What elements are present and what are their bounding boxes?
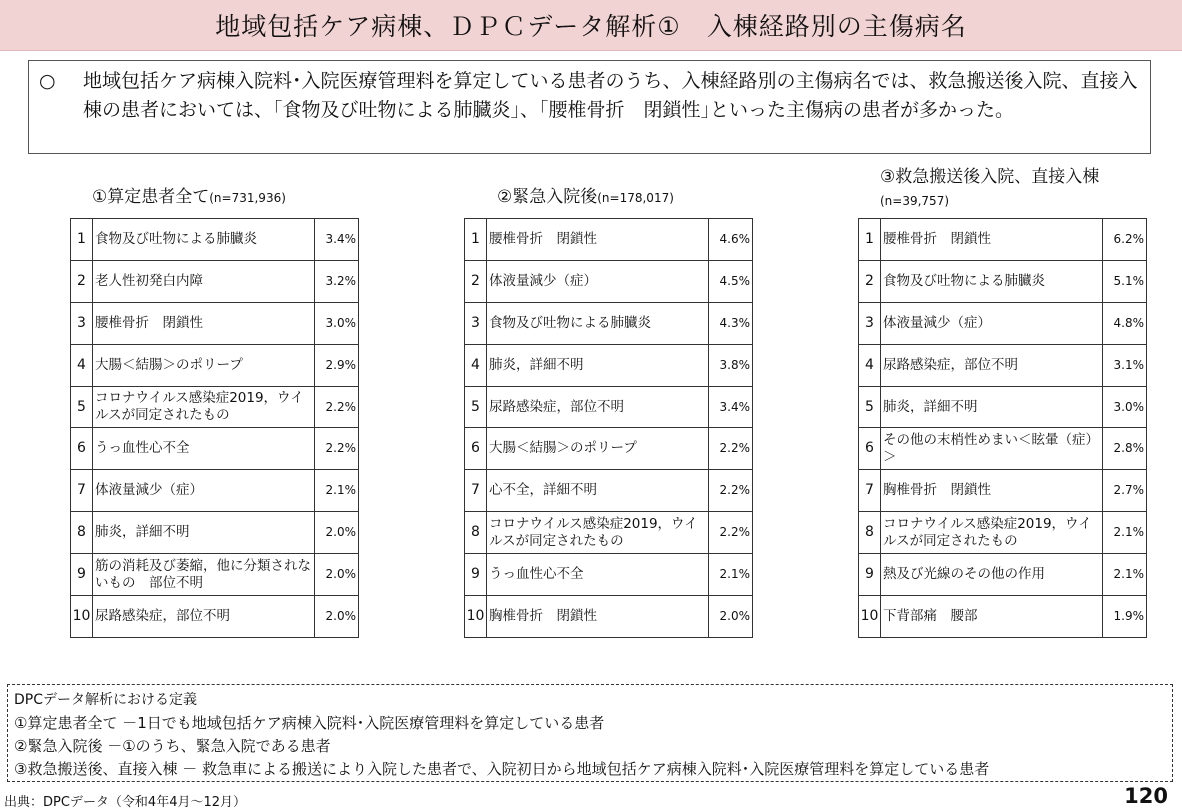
rank-cell: 1 [465,219,487,261]
rank-cell: 4 [71,344,93,386]
percent-cell: 2.0% [315,512,359,554]
table-row [859,219,1147,261]
summary-bullet: ○ [39,70,56,92]
diagnosis-cell: 食物及び吐物による肺臓炎 [93,219,315,261]
rank-cell: 10 [859,596,881,638]
rank-cell: 5 [859,386,881,428]
table-row [465,470,753,512]
table-2-title-text: ②緊急入院後 [497,187,598,207]
definition-item: ③救急搬送後、直接入棟 － 救急車による搬送により入院した患者で、入院初日から地域包括ケア病棟入院料･入院医療管理料を算定している患者 [14,760,990,778]
diagnosis-cell: 心不全，詳細不明 [487,470,709,512]
diagnosis-cell: 筋の消耗及び萎縮，他に分類されないもの 部位不明 [93,554,315,596]
table-row [71,260,359,302]
rank-cell: 9 [465,554,487,596]
table-1-title [92,186,286,209]
diagnosis-cell: 腰椎骨折 閉鎖性 [487,219,709,261]
diagnosis-cell: 肺炎，詳細不明 [93,512,315,554]
table-row [71,344,359,386]
table-3-n: (n=39,757) [880,194,950,208]
percent-cell: 3.1% [1103,344,1147,386]
diagnosis-cell: 食物及び吐物による肺臓炎 [487,302,709,344]
definition-item: ②緊急入院後 －①のうち、緊急入院である患者 [14,737,331,755]
table-1-title-text: ①算定患者全て [92,187,210,207]
rank-cell: 8 [859,512,881,554]
diagnosis-cell: 大腸＜結腸＞のポリープ [93,344,315,386]
table-2-body [465,219,753,638]
rank-cell: 8 [71,512,93,554]
percent-cell: 2.9% [315,344,359,386]
diagnosis-cell: 尿路感染症，部位不明 [881,344,1103,386]
diagnosis-cell: うっ血性心不全 [93,428,315,470]
percent-cell: 6.2% [1103,219,1147,261]
percent-cell: 2.2% [315,386,359,428]
table-row [465,302,753,344]
percent-cell: 3.4% [315,219,359,261]
table-row [859,386,1147,428]
table-3-title-text: ③救急搬送後入院、直接入棟 [880,167,1100,187]
definitions-heading: DPCデータ解析における定義 [14,692,197,708]
table-row [71,428,359,470]
percent-cell: 2.2% [709,512,753,554]
percent-cell: 4.8% [1103,302,1147,344]
table-1 [70,218,359,638]
table-2-n: (n=178,017) [597,191,674,205]
percent-cell: 2.2% [709,470,753,512]
diagnosis-cell: 食物及び吐物による肺臓炎 [881,260,1103,302]
rank-cell: 6 [465,428,487,470]
percent-cell: 2.1% [1103,554,1147,596]
rank-cell: 3 [859,302,881,344]
diagnosis-cell: 腰椎骨折 閉鎖性 [93,302,315,344]
table-row [859,428,1147,470]
slide-title: 地域包括ケア病棟、ＤＰＣデータ解析① 入棟経路別の主傷病名 [215,12,967,41]
rank-cell: 8 [465,512,487,554]
diagnosis-cell: 熱及び光線のその他の作用 [881,554,1103,596]
rank-cell: 7 [465,470,487,512]
slide-title-bar [0,0,1182,51]
diagnosis-cell: 尿路感染症，部位不明 [487,386,709,428]
source-note: 出典：DPCデータ（令和4年4月～12月） [4,795,247,810]
table-row [465,428,753,470]
table-2-title [497,186,674,209]
definitions-box [7,684,1173,782]
percent-cell: 1.9% [1103,596,1147,638]
percent-cell: 3.0% [315,302,359,344]
table-row [465,554,753,596]
rank-cell: 4 [465,344,487,386]
percent-cell: 5.1% [1103,260,1147,302]
percent-cell: 2.0% [315,554,359,596]
table-1-n: (n=731,936) [209,191,286,205]
summary-text: 地域包括ケア病棟入院料･入院医療管理料を算定している患者のうち、入棟経路別の主傷病名では、救急搬送後入院、直接入棟の患者においては、｢食物及び吐物による肺臓炎｣、｢腰椎骨折 閉鎖性｣といった主傷病の患者が多かった。 [83,70,1138,121]
table-row [859,344,1147,386]
rank-cell: 2 [465,260,487,302]
percent-cell: 3.2% [315,260,359,302]
rank-cell: 7 [859,470,881,512]
rank-cell: 9 [859,554,881,596]
table-row [465,219,753,261]
percent-cell: 2.1% [1103,512,1147,554]
diagnosis-cell: 老人性初発白内障 [93,260,315,302]
rank-cell: 10 [71,596,93,638]
percent-cell: 2.7% [1103,470,1147,512]
percent-cell: 2.2% [709,428,753,470]
table-row [71,470,359,512]
diagnosis-cell: 体液量減少（症） [487,260,709,302]
percent-cell: 3.4% [709,386,753,428]
diagnosis-cell: 肺炎，詳細不明 [881,386,1103,428]
rank-cell: 2 [71,260,93,302]
rank-cell: 5 [465,386,487,428]
percent-cell: 4.3% [709,302,753,344]
percent-cell: 3.8% [709,344,753,386]
rank-cell: 6 [859,428,881,470]
rank-cell: 1 [859,219,881,261]
table-row [859,470,1147,512]
definition-item: ①算定患者全て －1日でも地域包括ケア病棟入院料･入院医療管理料を算定している患者 [14,714,605,732]
percent-cell: 2.1% [709,554,753,596]
diagnosis-cell: 体液量減少（症） [881,302,1103,344]
percent-cell: 3.0% [1103,386,1147,428]
table-row [71,219,359,261]
diagnosis-cell: 肺炎，詳細不明 [487,344,709,386]
rank-cell: 3 [465,302,487,344]
page-number: 120 [1124,784,1168,808]
diagnosis-cell: 大腸＜結腸＞のポリープ [487,428,709,470]
table-row [465,596,753,638]
table-row [465,512,753,554]
summary-text-wrap [39,67,1140,125]
percent-cell: 2.1% [315,470,359,512]
table-row [71,512,359,554]
table-row [859,596,1147,638]
table-3 [858,218,1147,638]
table-row [859,512,1147,554]
table-row [859,260,1147,302]
rank-cell: 6 [71,428,93,470]
percent-cell: 2.0% [709,596,753,638]
table-row [859,302,1147,344]
table-row [859,554,1147,596]
table-row [71,554,359,596]
diagnosis-cell: 腰椎骨折 閉鎖性 [881,219,1103,261]
rank-cell: 3 [71,302,93,344]
table-3-title [880,166,1170,212]
percent-cell: 2.8% [1103,428,1147,470]
diagnosis-cell: コロナウイルス感染症2019，ウイルスが同定されたもの [487,512,709,554]
diagnosis-cell: 尿路感染症，部位不明 [93,596,315,638]
percent-cell: 2.0% [315,596,359,638]
diagnosis-cell: うっ血性心不全 [487,554,709,596]
table-row [465,344,753,386]
rank-cell: 4 [859,344,881,386]
rank-cell: 10 [465,596,487,638]
table-row [465,386,753,428]
rank-cell: 7 [71,470,93,512]
table-3-body [859,219,1147,638]
diagnosis-cell: 下背部痛 腰部 [881,596,1103,638]
table-row [71,386,359,428]
rank-cell: 9 [71,554,93,596]
diagnosis-cell: コロナウイルス感染症2019，ウイルスが同定されたもの [93,386,315,428]
table-row [465,260,753,302]
diagnosis-cell: 体液量減少（症） [93,470,315,512]
percent-cell: 4.5% [709,260,753,302]
percent-cell: 4.6% [709,219,753,261]
table-row [71,596,359,638]
table-1-body [71,219,359,638]
rank-cell: 5 [71,386,93,428]
diagnosis-cell: コロナウイルス感染症2019，ウイルスが同定されたもの [881,512,1103,554]
table-row [71,302,359,344]
diagnosis-cell: 胸椎骨折 閉鎖性 [881,470,1103,512]
percent-cell: 2.2% [315,428,359,470]
table-2 [464,218,753,638]
diagnosis-cell: その他の末梢性めまい＜眩暈（症）＞ [881,428,1103,470]
diagnosis-cell: 胸椎骨折 閉鎖性 [487,596,709,638]
rank-cell: 1 [71,219,93,261]
summary-box [28,60,1151,154]
rank-cell: 2 [859,260,881,302]
